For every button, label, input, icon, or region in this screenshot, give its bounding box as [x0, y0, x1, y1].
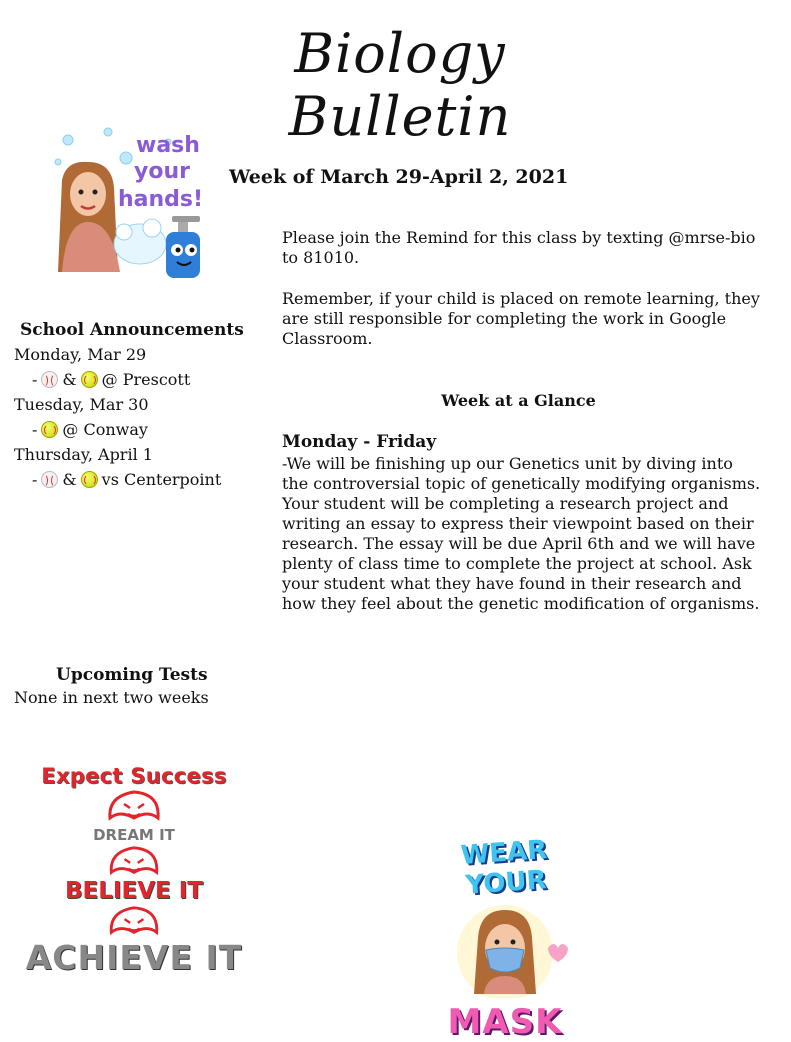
wash-word: wash [136, 133, 200, 158]
week-heading: Week of March 29-April 2, 2021 [229, 166, 569, 188]
dream-it-text: DREAM IT [93, 826, 175, 844]
lion-icon [104, 844, 164, 878]
dash: - [32, 370, 38, 389]
believe-it-text: BELIEVE IT [65, 878, 203, 904]
achieve-it-text: ACHIEVE IT [25, 938, 243, 977]
ampersand: & [62, 470, 77, 489]
wear-your-text: WEAR YOUR [459, 835, 549, 901]
school-announcements-heading: School Announcements [20, 320, 244, 340]
announcement-day: Tuesday, Mar 30 [14, 395, 149, 414]
your-word: your [134, 159, 190, 184]
game-text: vs Centerpoint [101, 470, 222, 489]
expect-success-graphic [14, 764, 254, 1004]
upcoming-tests-body: None in next two weeks [14, 688, 209, 707]
hands-word: hands! [118, 187, 204, 212]
lion-icon [104, 904, 164, 938]
softball-icon [81, 471, 98, 488]
announcement-day: Monday, Mar 29 [14, 345, 147, 364]
game-item [14, 467, 221, 492]
genetics-paragraph: -We will be finishing up our Genetics unit by diving into the controversial topic of genetically modifying organisms. Your student will be completing a research project and writing an essay to express their viewpoint based on their research. The essay will be due April 6th and we will have plenty of class time to complete the project at school. Ask your student what they have found in their research and how they feel about the genetic modification of organisms. [282, 454, 761, 613]
upcoming-tests-heading: Upcoming Tests [56, 665, 208, 685]
wear-mask-sticker [420, 835, 590, 1042]
softball-icon [81, 371, 98, 388]
remind-paragraph: Please join the Remind for this class by texting @mrse-bio to 81010. [282, 228, 756, 267]
mask-avatar-icon [420, 898, 590, 998]
wash-hands-sticker [48, 122, 218, 292]
dash: - [32, 470, 38, 489]
baseball-icon [41, 471, 58, 488]
announcements-list [14, 342, 221, 492]
baseball-icon [41, 371, 58, 388]
dash: - [32, 420, 38, 439]
mask-text: MASK [447, 1002, 563, 1042]
softball-icon [41, 421, 58, 438]
announcement-day: Thursday, April 1 [14, 445, 153, 464]
week-at-a-glance-heading: Week at a Glance [441, 391, 596, 410]
monday-friday-heading: Monday - Friday [282, 432, 437, 452]
game-item [14, 417, 221, 442]
bulletin-title: Biology Bulletin [288, 22, 512, 148]
game-item [14, 367, 221, 392]
remote-learning-paragraph: Remember, if your child is placed on remote learning, they are still responsible for completing the work in Google Classroom. [282, 289, 760, 348]
game-text: @ Conway [62, 420, 148, 439]
ampersand: & [62, 370, 77, 389]
expect-success-title: Expect Success [41, 764, 227, 788]
game-text: @ Prescott [101, 370, 191, 389]
lion-icon [104, 788, 164, 824]
